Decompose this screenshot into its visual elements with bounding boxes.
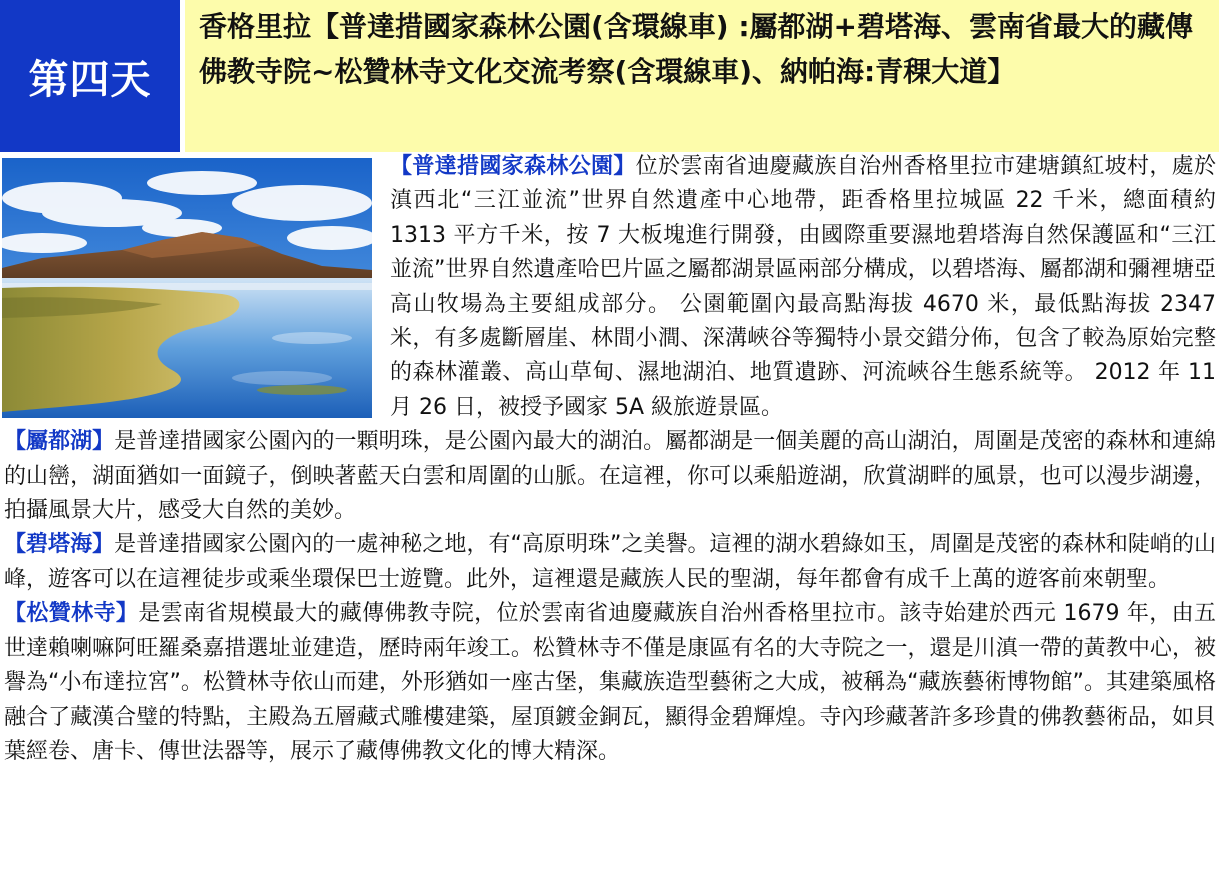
article-body	[4, 150, 1216, 769]
day-badge	[0, 0, 180, 152]
photo-spacer	[4, 150, 390, 422]
section-text: 是普達措國家公園內的一顆明珠，是公園內最大的湖泊。屬都湖是一個美麗的高山湖泊，周圍是茂密的森林和連綿的山巒，湖面猶如一面鏡子，倒映著藍天白雲和周圍的山脈。在這裡，你可以乘船遊湖，欣賞湖畔的風景，也可以漫步湖邊，拍攝風景大片，感受大自然的美妙。	[4, 429, 1216, 524]
section-keyword: 【屬都湖】	[4, 429, 115, 455]
itinerary-title-box	[185, 0, 1219, 152]
section-text: 是普達措國家公園內的一處神秘之地，有“高原明珠”之美譽。這裡的湖水碧綠如玉，周圍是茂密的森林和陡峭的山峰，遊客可以在這裡徒步或乘坐環保巴士遊覽。此外，這裡還是藏族人民的聖湖，每年都會有成千上萬的遊客前來朝聖。	[4, 532, 1216, 592]
section-keyword: 【碧塔海】	[4, 532, 115, 558]
section-songzanlin-monastery	[4, 597, 1216, 769]
section-shudu-lake	[4, 425, 1216, 528]
day-header	[0, 0, 1219, 152]
section-bita-lake	[4, 528, 1216, 597]
day-label: 第四天	[28, 56, 152, 103]
section-keyword: 【松贊林寺】	[4, 601, 139, 627]
section-text: 位於雲南省迪慶藏族自治州香格里拉市建塘鎮紅坡村，處於滇西北“三江並流”世界自然遺產中心地帶，距香格里拉城區 22 千米，總面積約 1313 平方千米，按 7 大板塊進行開發，由國際重要濕地碧塔海自然保護區和“三江並流”世界自然遺產哈巴片區之屬都湖景區兩部分構成，以碧塔海、屬都湖和彌裡塘亞高山牧場為主要組成部分。 公園範圍內最高點海拔 4670 米，最低點海拔 2347 米，有多處斷層崖、林間小澗、深溝峽谷等獨特小景交錯分佈，包含了較為原始完整的森林灌叢、高山草甸、濕地湖泊、地質遺跡、河流峽谷生態系統等。 2012 年 11 月 26 日，被授予國家 5A 級旅遊景區。	[390, 154, 1216, 420]
section-text: 是雲南省規模最大的藏傳佛教寺院，位於雲南省迪慶藏族自治州香格里拉市。該寺始建於西元 1679 年，由五世達賴喇嘛阿旺羅桑嘉措選址並建造，歷時兩年竣工。松贊林寺不僅是康區有名的大寺院之一，還是川滇一帶的黃教中心，被譽為“小布達拉宮”。松贊林寺依山而建，外形猶如一座古堡，集藏族造型藝術之大成，被稱為“藏族藝術博物館”。其建築風格融合了藏漢合璧的特點，主殿為五層藏式雕樓建築，屋頂鍍金銅瓦，顯得金碧輝煌。寺內珍藏著許多珍貴的佛教藝術品，如貝葉經卷、唐卡、傳世法器等，展示了藏傳佛教文化的博大精深。	[4, 601, 1216, 764]
itinerary-title: 香格里拉【普達措國家森林公園(含環線車) :屬都湖+碧塔海、雲南省最大的藏傳佛教寺院~松贊林寺文化交流考察(含環線車)、納帕海:青稞大道】	[199, 10, 1194, 88]
section-keyword: 【普達措國家森林公園】	[390, 154, 636, 179]
